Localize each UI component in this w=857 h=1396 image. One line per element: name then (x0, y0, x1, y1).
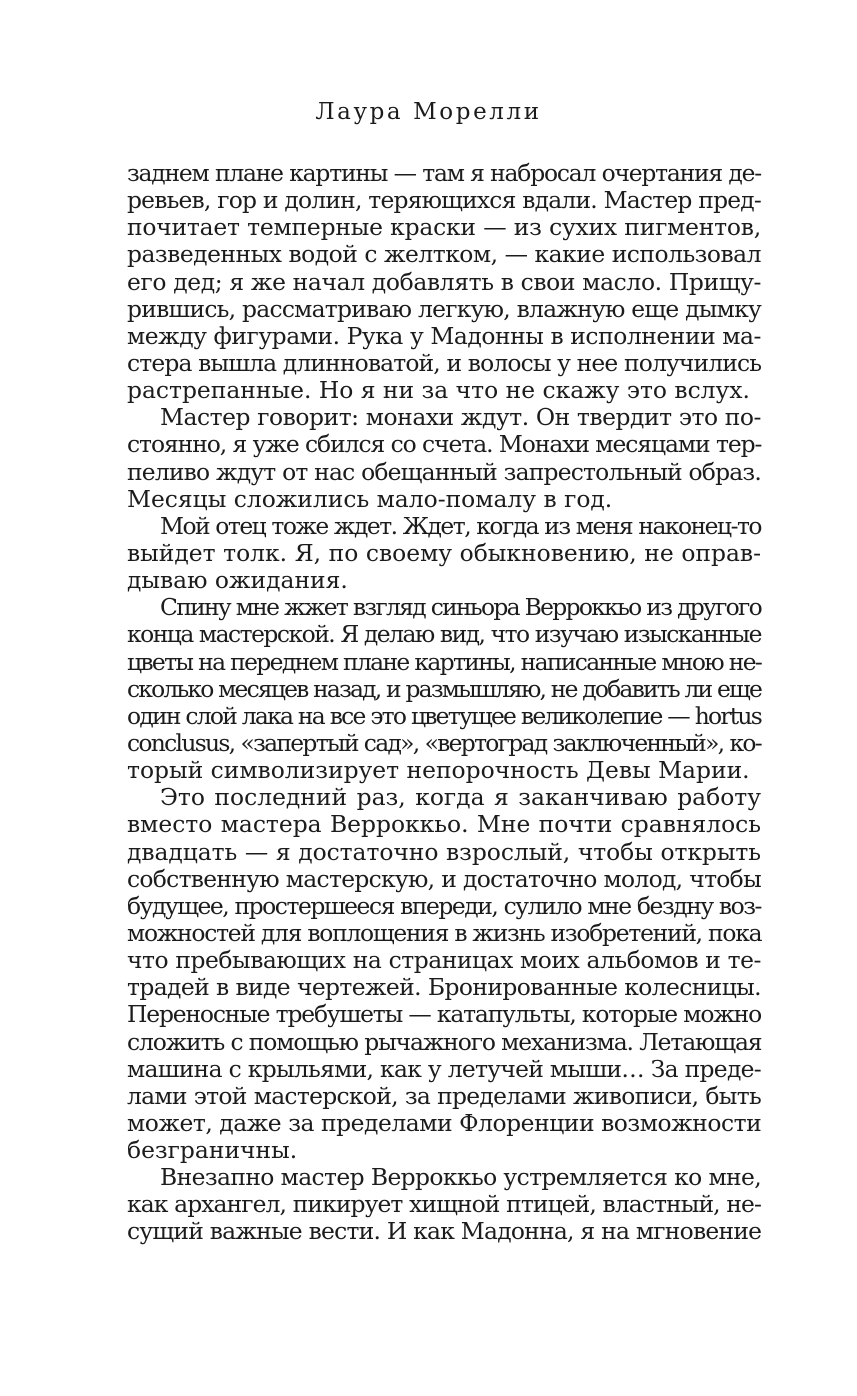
paragraph (127, 160, 761, 404)
text-line: пеливо ждут от нас обещанный запрестольный образ. (127, 457, 761, 486)
text-line: можностей для воплощения в жизнь изобретений, пока (127, 918, 762, 947)
running-head-author: Лаура Морелли (315, 99, 542, 125)
text-line: разведенных водой с желтком, — какие использовал (127, 240, 761, 269)
text-line: сложить с помощью рычажного механизма. Летающая (127, 1027, 762, 1056)
text-line: лами этой мастерской, за пределами живописи, быть (127, 1081, 761, 1110)
text-line: рившись, рассматриваю легкую, влажную еще дымку (127, 294, 761, 323)
paragraph (127, 1164, 761, 1245)
text-line: почитает темперные краски — из сухих пигментов, (127, 213, 761, 242)
text-line: один слой лака на все это цветущее великолепие — hortus (127, 701, 761, 730)
text-line: стоянно, я уже сбился со счета. Монахи месяцами тер- (127, 430, 762, 459)
text-line: торый символизирует непорочность Девы Марии. (127, 756, 750, 785)
text-line: Это последний раз, когда я заканчиваю работу (160, 783, 761, 812)
text-line: будущее, простершееся впереди, сулило мне бездну воз- (127, 891, 761, 920)
paragraph (127, 594, 761, 784)
text-line: Мой отец тоже ждет. Ждет, когда из меня наконец-то (160, 511, 761, 540)
text-line: заднем плане картины — там я набросал очертания де- (127, 159, 761, 187)
text-line: Переносные требушеты — катапульты, которые можно (127, 1000, 762, 1029)
text-line: конца мастерской. Я делаю вид, что изучаю изысканные (127, 620, 761, 649)
text-line: Спину мне жжет взгляд синьора Верроккьо из другого (160, 593, 761, 622)
text-line: Мастер говорит: монахи ждут. Он твердит это по- (160, 403, 761, 432)
text-line: традей в виде чертежей. Бронированные колесницы. (127, 973, 761, 1002)
text-line: Месяцы сложились мало-помалу в год. (127, 484, 613, 513)
paragraph (127, 404, 761, 513)
text-line: выйдет толк. Я, по своему обыкновению, не оправ- (127, 538, 761, 567)
text-line: вместо мастера Верроккьо. Мне почти сравнялось (127, 810, 761, 839)
text-line: двадцать — я достаточно взрослый, чтобы открыть (127, 837, 761, 866)
paragraph (127, 513, 761, 594)
text-line: ревьев, гор и долин, теряющихся вдали. Мастер пред- (127, 186, 761, 215)
text-line: цветы на переднем плане картины, написанные мною не- (127, 647, 762, 676)
text-line: растрепанные. Но я ни за что не скажу это вслух. (127, 376, 750, 405)
text-line: что пребывающих на страницах моих альбомов и те- (127, 946, 761, 975)
text-line: стера вышла длинноватой, и волосы у нее получились (127, 348, 762, 377)
text-line: сколько месяцев назад, и размышляю, не добавить ли еще (127, 674, 761, 703)
paragraph (127, 784, 761, 1164)
text-line: собственную мастерскую, и достаточно молод, чтобы (127, 864, 761, 893)
text-line: его дед; я же начал добавлять в свои масло. Прищу- (127, 267, 762, 296)
text-line: Внезапно мастер Верроккьо устремляется ко мне, (160, 1163, 762, 1192)
text-line: между фигурами. Рука у Мадонны в исполнении ма- (127, 321, 761, 350)
text-line: как архангел, пикирует хищной птицей, властный, не- (127, 1190, 761, 1219)
text-line: сущий важные вести. И как Мадонна, я на мгновение (127, 1217, 762, 1246)
text-line: может, даже за пределами Флоренции возможности (127, 1108, 762, 1137)
text-line: дываю ожидания. (127, 566, 348, 595)
text-line: машина с крыльями, как у летучей мыши… За преде- (127, 1054, 761, 1083)
text-line: безграничны. (127, 1136, 298, 1165)
body-text (127, 160, 761, 1246)
text-line: conclusus, «запертый сад», «вертоград заключенный», ко- (127, 728, 761, 757)
